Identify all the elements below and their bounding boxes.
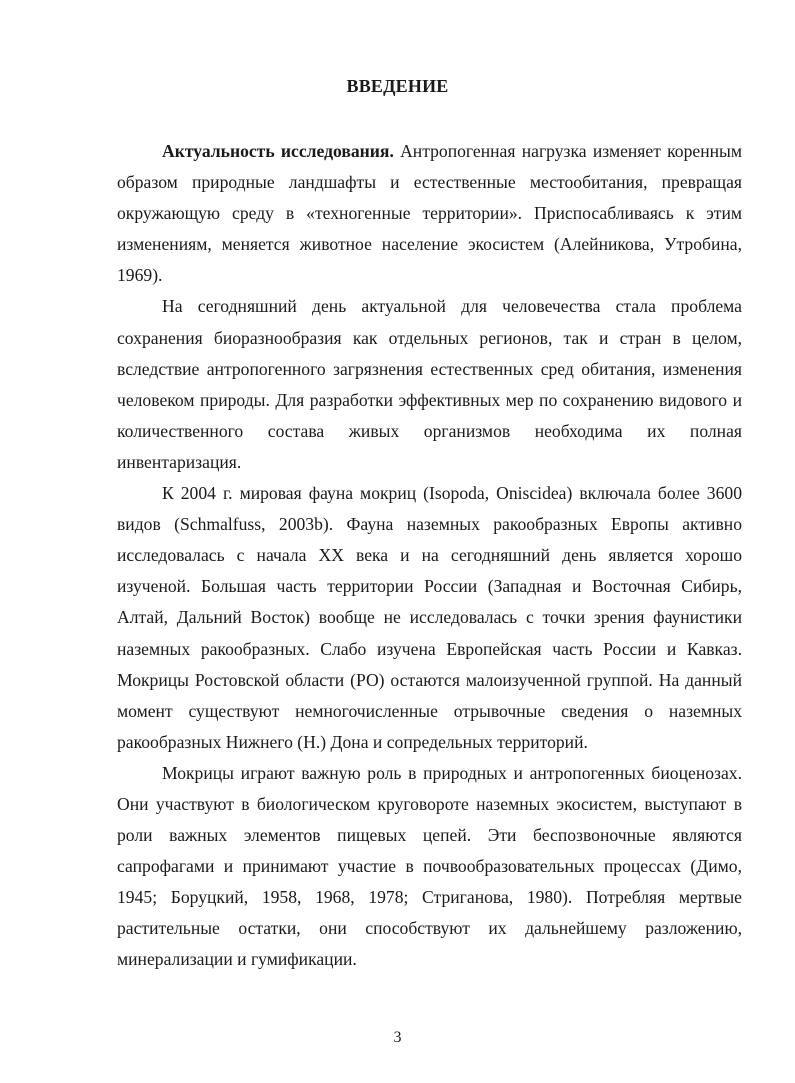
paragraph-relevance [117,136,742,291]
paragraph-text: Антропогенная нагрузка изменяет коренным образом природные ландшафты и естественные местообитания, превращая окружающую среду в «техногенные территории». Приспосабливаясь к этим изменениям, меняется животное население экосистем (Алейникова, Утробина, 1969). [117,141,742,286]
paragraph-role [117,758,742,976]
paragraph-biodiversity [117,291,742,478]
page-title: ВВЕДЕНИЕ [346,76,449,96]
paragraph-text: На сегодняшний день актуальной для человечества стала проблема сохранения биоразнообразия как отдельных регионов, так и стран в целом, вследствие антропогенного загрязнения естественных сред обитания, изменения человеком природы. Для разработки эффективных мер по сохранению видового и количественного состава живых организмов необходима их полная инвентаризация. [117,296,742,472]
paragraph-lead: Актуальность исследования. [162,141,394,161]
page-number: 3 [393,1029,402,1046]
paragraph-text: Мокрицы играют важную роль в природных и антропогенных биоценозах. Они участвуют в биологическом круговороте наземных экосистем, выступают в роли важных элементов пищевых цепей. Эти беспозвоночные являются сапрофагами и принимают участие в почвообразовательных процессах (Димо, 1945; Боруцкий, 1958, 1968, 1978; Стриганова, 1980). Потребляя мертвые растительные остатки, они способствуют их дальнейшему разложению, минерализации и гумификации. [117,762,742,970]
body-text [117,136,742,976]
paragraph-fauna [117,478,742,758]
paragraph-text: К 2004 г. мировая фауна мокриц (Isopoda, Oniscidea) включала более 3600 видов (Schmalfuss, 2003b). Фауна наземных ракообразных Европы активно исследовалась с начала XX века и на сегодняшний день является хорошо изученой. Большая часть территории России (Западная и Восточная Сибирь, Алтай, Дальний Восток) вообще не исследовалась с точки зрения фаунистики наземных ракообразных. Слабо изучена Европейская часть России и Кавказ. Мокрицы Ростовской области (РО) остаются малоизученной группой. На данный момент существуют немногочисленные отрывочные сведения о наземных ракообразных Нижнего (Н.) Дона и сопредельных территорий. [117,483,742,752]
